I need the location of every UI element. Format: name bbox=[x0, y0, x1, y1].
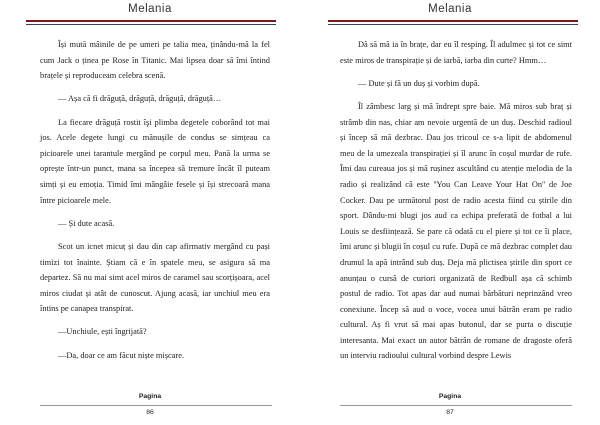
paragraph: — Și dute acasă. bbox=[58, 218, 115, 228]
page-footer-label: Pagina bbox=[138, 393, 162, 400]
page-number: 87 bbox=[446, 409, 454, 416]
paragraph: Îl zâmbesc larg și mă îndrept spre baie. Mă miros sub braț și strâmb din nas, chiar am nevoie urgentă de un duș. Deschid radioul și încep să mă dezbrac. Dau jos tricoul ce s-a lipit de abdomenul meu de la umezeala transpirației și îl arunc în coșul murdar de rufe. Îmi dau cureaua jos și mă rușinez ascultând cu atenție melodia de la radio și realizând că este ''You Can Leave Your Hat On'' de Joe Cocker. Dau pe următorul post de radio acesta fiind cu știrile din sport. Dându-mi blugi jos aud ca echipa preferată de fotbal a lui Louis se desființează. Se pare că odată cu el piere și tot ce îi place, îmi arunc și blugii în coșul cu rufe. După ce mă dezbrac complet dau drumul la apă intrând sub duș. Deja mă plictisea știrile din sport ce anunțau o cursă de curiori organizată de Redbull așa că schimb postul de radio. Tot apas dar aud numai bărbături neprinzând vreo conexiune. Încep să aud o voce, vocea unui bătrân eram pe radio cultural. Aș fi vrut să mai apas butonul, dar se purta o discuție interesanta. Mai exact un autor bătrân de romane de dragoste oferă un interviu radioului cultural vorbind despre Lewis bbox=[340, 101, 572, 361]
right-page bbox=[300, 0, 600, 425]
paragraph: Își mută mâinile de pe umeri pe talia mea, ținându-mă la fel cum Jack o ținea pe Rose în Titanic. Mai lipsea doar să îmi întind brațele și reproduceam celebra scenă. bbox=[40, 40, 270, 81]
page-footer-label: Pagina bbox=[438, 393, 462, 400]
page-header-title: Melania bbox=[428, 3, 472, 15]
header-rule-blue bbox=[26, 24, 276, 25]
paragraph: — Dute și fă un duș și vorbim după. bbox=[358, 78, 480, 88]
footer-divider bbox=[40, 405, 272, 406]
page-body-text bbox=[340, 37, 572, 372]
header-rule-red bbox=[328, 20, 578, 22]
paragraph: — Așa că fi drăguță, drăguță, drăguță, drăguță… bbox=[58, 94, 222, 104]
paragraph: —Da, doar ce am făcut niște mișcare. bbox=[58, 350, 185, 360]
paragraph: Scot un icnet micuț și dau din cap afirmativ mergând cu pași timizi tot înainte. Știam că e în spatele meu, se asigura să ma departez. Să nu mai simt acel miros de caramel sau scorțișoara, acel miros ciudat și atât de cunoscut. Ajung acasă, iar unchiul meu era întins pe canapea transpirat. bbox=[40, 241, 270, 314]
footer-divider bbox=[340, 405, 572, 406]
page-number: 86 bbox=[146, 409, 154, 416]
header-rule-blue bbox=[328, 24, 578, 25]
paragraph: Dă să mă ia în brațe, dar eu îl resping. Îl adulmec și tot ce simt este miros de transpirație și de iarbă, iarba din curte? Hmm… bbox=[340, 40, 572, 65]
page-body-text bbox=[40, 37, 270, 371]
page-header-title: Melania bbox=[128, 3, 172, 15]
header-rule-red bbox=[26, 20, 276, 22]
paragraph: —Unchiule, ești îngrijată? bbox=[58, 327, 147, 337]
paragraph: La fiecare drăguță rostit îşi plimba degetele coborând tot mai jos. Acele degete lungi cu mănușile de condus se simțeau ca picioarele unei tarantule mergând pe corpul meu. Pană la urma se oprește într-un punct, mana sa începea să tremure încât îl puteam simți și eu emoția. Timid îmi mângâie fesele și își strecoară mana între picioarele mele. bbox=[40, 117, 270, 205]
